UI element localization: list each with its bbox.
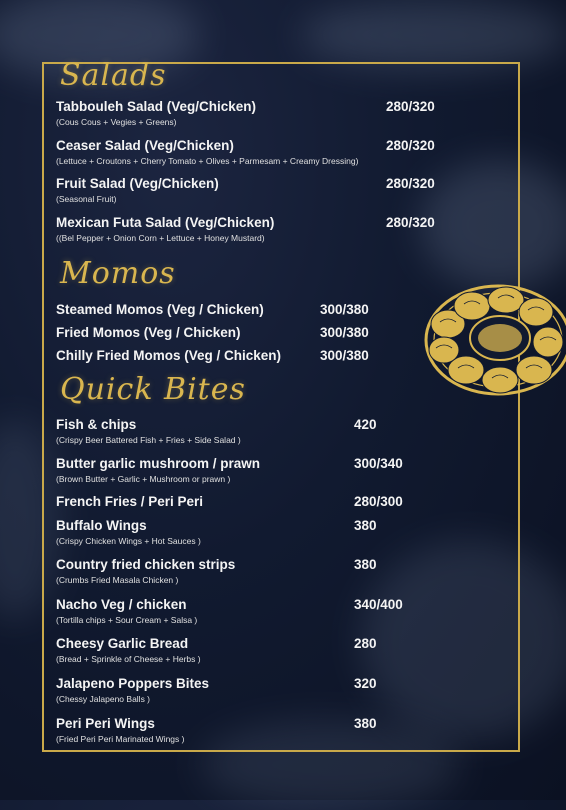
item-price: 280/320	[386, 138, 435, 153]
item-price: 340/400	[354, 597, 403, 612]
item-price: 420	[354, 417, 377, 432]
item-description: (Brown Butter + Garlic + Mushroom or prawn )	[56, 474, 231, 484]
item-price: 320	[354, 676, 377, 691]
menu-item	[56, 518, 476, 546]
menu-item	[56, 676, 476, 704]
item-name: Fried Momos (Veg / Chicken)	[56, 325, 241, 340]
item-description: (Lettuce + Croutons + Cherry Tomato + Olives + Parmesam + Creamy Dressing)	[56, 156, 359, 166]
menu-item	[56, 456, 476, 484]
item-description: (Bread + Sprinkle of Cheese + Herbs )	[56, 654, 201, 664]
section-title-quick-bites: Quick Bites	[60, 372, 246, 407]
item-price: 300/380	[320, 302, 369, 317]
momo-plate-illustration-icon	[418, 282, 566, 398]
menu-item	[56, 176, 476, 204]
menu-item	[56, 636, 476, 664]
item-price: 280/320	[386, 215, 435, 230]
item-description: (Tortilla chips + Sour Cream + Salsa )	[56, 615, 198, 625]
item-price: 280/300	[354, 494, 403, 509]
item-description: (Cous Cous + Vegies + Greens)	[56, 117, 177, 127]
menu-item	[56, 557, 476, 585]
item-name: Tabbouleh Salad (Veg/Chicken)	[56, 99, 257, 114]
item-price: 300/380	[320, 325, 369, 340]
item-price: 280/320	[386, 176, 435, 191]
smoke-decoration	[300, 0, 566, 70]
menu-item	[56, 325, 476, 340]
item-price: 300/380	[320, 348, 369, 363]
menu-item	[56, 716, 476, 744]
menu-item	[56, 597, 476, 625]
item-description: ((Bel Pepper + Onion Corn + Lettuce + Honey Mustard)	[56, 233, 265, 243]
item-name: Jalapeno Poppers Bites	[56, 676, 210, 691]
menu-item	[56, 99, 476, 127]
item-price: 280/320	[386, 99, 435, 114]
item-description: (Seasonal Fruit)	[56, 194, 117, 204]
menu-item	[56, 138, 476, 166]
item-description: (Crispy Beer Battered Fish + Fries + Side Salad )	[56, 435, 241, 445]
item-name: French Fries / Peri Peri	[56, 494, 204, 509]
section-title-salads: Salads	[60, 58, 167, 93]
item-name: Buffalo Wings	[56, 518, 147, 533]
menu-item	[56, 215, 476, 243]
item-description: (Crumbs Fried Masala Chicken )	[56, 575, 179, 585]
menu-item	[56, 417, 476, 445]
item-price: 380	[354, 716, 377, 731]
item-name: Country fried chicken strips	[56, 557, 236, 572]
item-name: Peri Peri Wings	[56, 716, 155, 731]
menu-item	[56, 302, 476, 317]
item-name: Butter garlic mushroom / prawn	[56, 456, 261, 471]
item-name: Nacho Veg / chicken	[56, 597, 187, 612]
item-name: Mexican Futa Salad (Veg/Chicken)	[56, 215, 275, 230]
item-name: Fish & chips	[56, 417, 137, 432]
item-price: 380	[354, 518, 377, 533]
item-price: 380	[354, 557, 377, 572]
item-description: (Fried Peri Peri Marinated Wings )	[56, 734, 185, 744]
menu-item	[56, 348, 476, 363]
item-price: 280	[354, 636, 377, 651]
item-name: Chilly Fried Momos (Veg / Chicken)	[56, 348, 282, 363]
item-name: Ceaser Salad (Veg/Chicken)	[56, 138, 234, 153]
item-description: (Chessy Jalapeno Balls )	[56, 694, 151, 704]
section-title-momos: Momos	[60, 256, 176, 291]
item-name: Steamed Momos (Veg / Chicken)	[56, 302, 264, 317]
item-price: 300/340	[354, 456, 403, 471]
item-name: Cheesy Garlic Bread	[56, 636, 189, 651]
menu-item	[56, 494, 476, 509]
item-description: (Crispy Chicken Wings + Hot Sauces )	[56, 536, 201, 546]
item-name: Fruit Salad (Veg/Chicken)	[56, 176, 219, 191]
